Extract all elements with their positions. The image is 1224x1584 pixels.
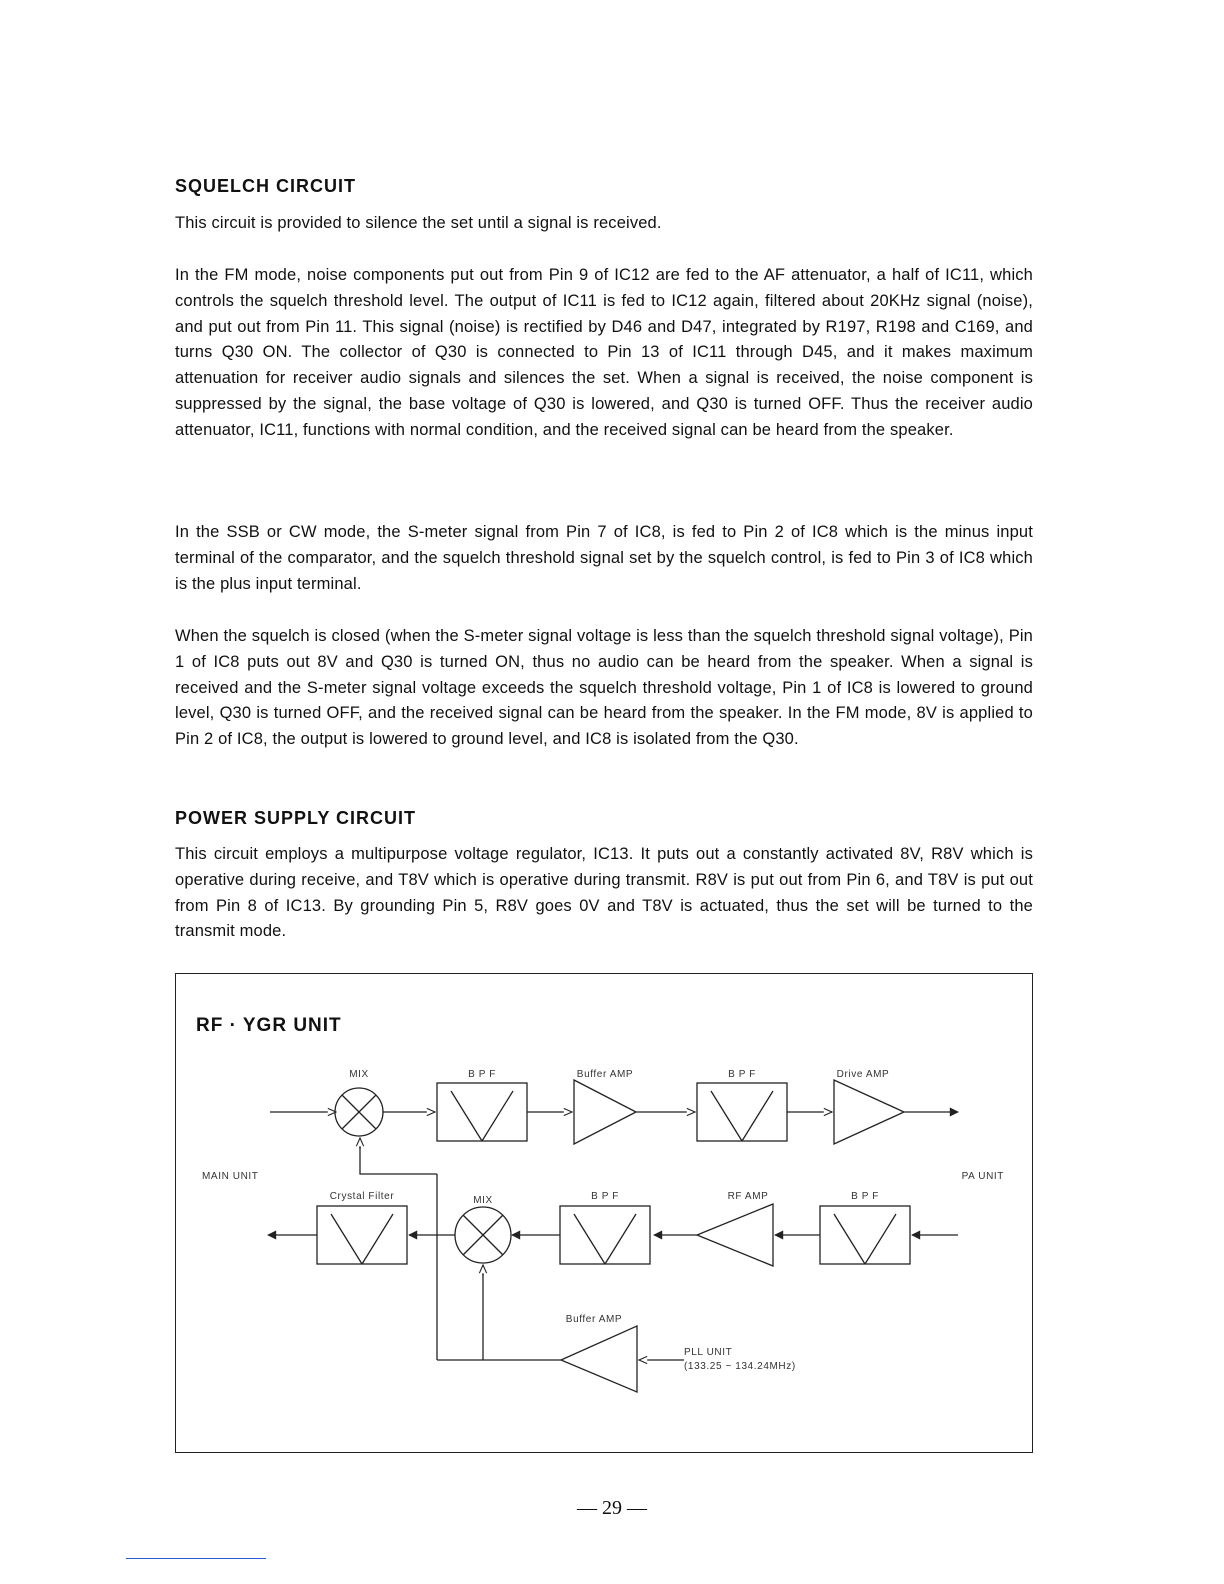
label-rf-amp: RF AMP bbox=[727, 1191, 769, 1202]
label-bpf-bottom-1: B P F bbox=[591, 1191, 619, 1202]
label-main-unit: MAIN UNIT bbox=[202, 1171, 259, 1182]
squelch-paragraph-2: In the FM mode, noise components put out from Pin 9 of IC12 are fed to the AF attenuator, a half of IC11, which controls the squelch threshold level. The output of IC11 is fed to IC12 again, filtered about 20KHz signal (noise), and put out from Pin 11. This signal (noise) is rectified by D46 and D47, integrated by R197, R198 and C169, and turns Q30 ON. The collector of Q30 is connected to Pin 13 of IC11 through D45, and it makes maximum attenuation for receiver audio signals and silences the set. When a signal is received, the noise component is suppressed by the signal, the base voltage of Q30 is lowered, and Q30 is turned OFF. Thus the receiver audio attenuator, IC11, functions with normal condition, and the received signal can be heard from the speaker. bbox=[175, 266, 1033, 439]
crystal-filter bbox=[317, 1206, 407, 1264]
label-pll-unit: PLL UNIT bbox=[684, 1347, 733, 1358]
diagram-title: RF · YGR UNIT bbox=[196, 1015, 342, 1036]
rf-ygr-block-diagram bbox=[175, 973, 1033, 1453]
power-paragraph-1: This circuit employs a multipurpose voltage regulator, IC13. It puts out a constantly activated 8V, R8V which is operative during receive, and T8V which is operative during transmit. R8V is put out from Pin 6, and T8V is put out from Pin 8 of IC13. By grounding Pin 5, R8V goes 0V and T8V is actuated, thus the set will be turned to the transmit mode. bbox=[175, 845, 1033, 941]
lo-feed-top bbox=[360, 1147, 437, 1174]
squelch-heading: SQUELCH CIRCUIT bbox=[175, 176, 356, 196]
buffer-amp-bottom bbox=[561, 1326, 637, 1392]
label-pa-unit: PA UNIT bbox=[961, 1171, 1004, 1182]
drive-amp bbox=[834, 1080, 904, 1144]
page-number: — 29 — bbox=[577, 1497, 647, 1519]
squelch-paragraph-1: This circuit is provided to silence the set until a signal is received. bbox=[175, 214, 662, 232]
buffer-amp-top bbox=[574, 1080, 636, 1144]
label-bpf-top-1: B P F bbox=[468, 1069, 496, 1080]
bpf-top-1 bbox=[437, 1083, 527, 1141]
rf-amp bbox=[697, 1204, 773, 1266]
label-mix-top: MIX bbox=[349, 1069, 369, 1080]
bpf-top-2 bbox=[697, 1083, 787, 1141]
label-pll-freq: (133.25 ~ 134.24MHz) bbox=[684, 1361, 796, 1372]
mix-top bbox=[335, 1088, 383, 1136]
bpf-bottom-2 bbox=[820, 1206, 910, 1264]
label-crystal-filter: Crystal Filter bbox=[329, 1191, 395, 1202]
label-mix-bottom: MIX bbox=[473, 1195, 493, 1206]
footer-rule bbox=[126, 1558, 266, 1559]
label-bpf-bottom-2: B P F bbox=[851, 1191, 879, 1202]
power-heading: POWER SUPPLY CIRCUIT bbox=[175, 808, 417, 828]
bpf-bottom-1 bbox=[560, 1206, 650, 1264]
mix-bottom bbox=[455, 1207, 511, 1263]
label-bpf-top-2: B P F bbox=[728, 1069, 756, 1080]
label-buffer-top: Buffer AMP bbox=[576, 1069, 634, 1080]
label-drive-amp: Drive AMP bbox=[836, 1069, 890, 1080]
squelch-paragraph-4: When the squelch is closed (when the S-meter signal voltage is less than the squelch threshold signal voltage), Pin 1 of IC8 puts out 8V and Q30 is turned ON, thus no audio can be heard from the speaker. When a signal is received and the S-meter signal voltage exceeds the squelch threshold voltage, Pin 1 of IC8 is lowered to ground level, Q30 is turned OFF, and the received signal can be heard from the speaker. In the FM mode, 8V is applied to Pin 2 of IC8, the output is lowered to ground level, and IC8 is isolated from the Q30. bbox=[175, 627, 1033, 749]
label-buffer-bottom: Buffer AMP bbox=[565, 1314, 623, 1325]
squelch-paragraph-3: In the SSB or CW mode, the S-meter signal from Pin 7 of IC8, is fed to Pin 2 of IC8 which is the minus input terminal of the comparator, and the squelch threshold signal set by the squelch control, is fed to Pin 3 of IC8 which is the plus input terminal. bbox=[175, 523, 1033, 593]
block-diagram-svg bbox=[176, 974, 1034, 1454]
